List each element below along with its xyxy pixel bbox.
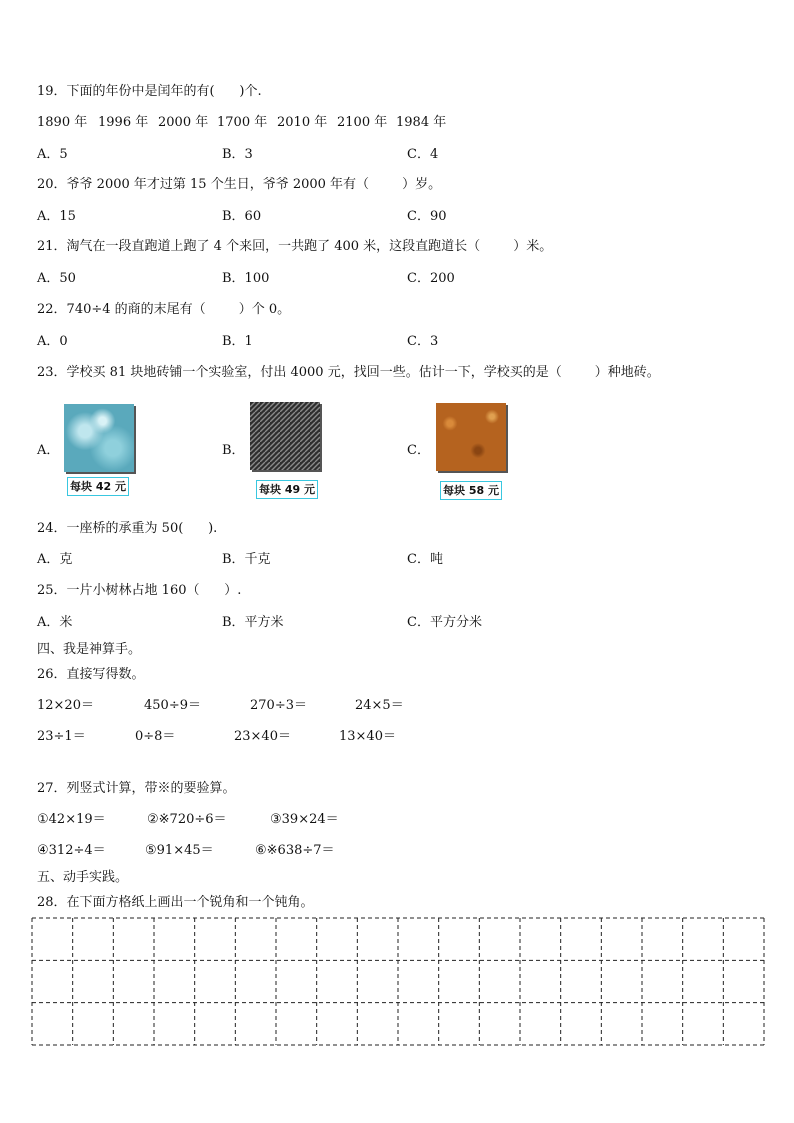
q21-question: 21．淘气在一段直跑道上跑了 4 个来回，一共跑了 400 米，这段直跑道长（ ）米。	[37, 239, 553, 254]
price-label-a: 每块 42 元	[67, 477, 129, 496]
q25-option-a: A．米	[37, 615, 73, 630]
section-4-heading: 四、我是神算手。	[37, 642, 142, 657]
q25-option-c: C．平方分米	[407, 615, 482, 630]
q22-option-a: A．0	[37, 334, 68, 349]
q24-option-c: C．吨	[407, 552, 443, 567]
q26-expr: 23×40＝	[234, 729, 291, 744]
q23-option-a: A．	[37, 443, 60, 458]
year: 1890 年	[37, 115, 88, 130]
q27-expr: ①42×19＝	[37, 812, 106, 827]
q27-expr: ④312÷4＝	[37, 843, 106, 858]
q28-question: 28．在下面方格纸上画出一个锐角和一个钝角。	[37, 895, 314, 910]
year: 2010 年	[277, 115, 328, 130]
year: 2000 年	[158, 115, 209, 130]
q27-expr: ③39×24＝	[270, 812, 339, 827]
q23-option-b: B．	[222, 443, 245, 458]
q26-expr: 12×20＝	[37, 698, 94, 713]
q20-option-c: C．90	[407, 209, 447, 224]
price-label-b: 每块 49 元	[256, 480, 318, 499]
marble-tile-image	[64, 404, 134, 472]
q26-expr: 450÷9＝	[144, 698, 201, 713]
q26-question: 26．直接写得数。	[37, 667, 145, 682]
q26-expr: 0÷8＝	[135, 729, 176, 744]
q21-option-b: B．100	[222, 271, 270, 286]
q27-expr: ⑥※638÷7＝	[255, 843, 335, 858]
q25-question: 25．一片小树林占地 160（ ）.	[37, 583, 242, 598]
q19-option-b: B．3	[222, 147, 253, 162]
year: 1984 年	[396, 115, 447, 130]
q23-option-c: C．	[407, 443, 430, 458]
q26-expr: 270÷3＝	[250, 698, 307, 713]
q20-option-b: B．60	[222, 209, 262, 224]
q20-option-a: A．15	[37, 209, 76, 224]
year: 1700 年	[217, 115, 268, 130]
q27-expr: ②※720÷6＝	[147, 812, 227, 827]
q27-question: 27．列竖式计算，带※的要验算。	[37, 781, 236, 796]
q23-question: 23．学校买 81 块地砖铺一个实验室，付出 4000 元，找回一些。估计一下，学校买的是（ ）种地砖。	[37, 365, 660, 380]
q24-question: 24．一座桥的承重为 50( ).	[37, 521, 218, 536]
q24-option-b: B．千克	[222, 552, 271, 567]
q27-expr: ⑤91×45＝	[145, 843, 214, 858]
herringbone-tile-image	[250, 402, 320, 470]
q21-option-a: A．50	[37, 271, 76, 286]
year: 2100 年	[337, 115, 388, 130]
q21-option-c: C．200	[407, 271, 455, 286]
drawing-grid[interactable]	[31, 917, 765, 1046]
q20-question: 20．爷爷 2000 年才过第 15 个生日，爷爷 2000 年有（ ）岁。	[37, 177, 442, 192]
q26-expr: 24×5＝	[355, 698, 404, 713]
herringbone-pattern	[250, 402, 320, 470]
q25-option-b: B．平方米	[222, 615, 284, 630]
q19-option-a: A．5	[37, 147, 68, 162]
q26-expr: 23÷1＝	[37, 729, 86, 744]
q22-option-c: C．3	[407, 334, 439, 349]
q19-question: 19．下面的年份中是闰年的有( )个.	[37, 84, 262, 99]
q24-option-a: A．克	[37, 552, 73, 567]
q19-option-c: C．4	[407, 147, 439, 162]
section-5-heading: 五、动手实践。	[37, 870, 129, 885]
q22-question: 22．740÷4 的商的末尾有（ ）个 0。	[37, 302, 291, 317]
q26-expr: 13×40＝	[339, 729, 396, 744]
year: 1996 年	[98, 115, 149, 130]
price-label-c: 每块 58 元	[440, 481, 502, 500]
cork-tile-image	[436, 403, 506, 471]
q22-option-b: B．1	[222, 334, 253, 349]
